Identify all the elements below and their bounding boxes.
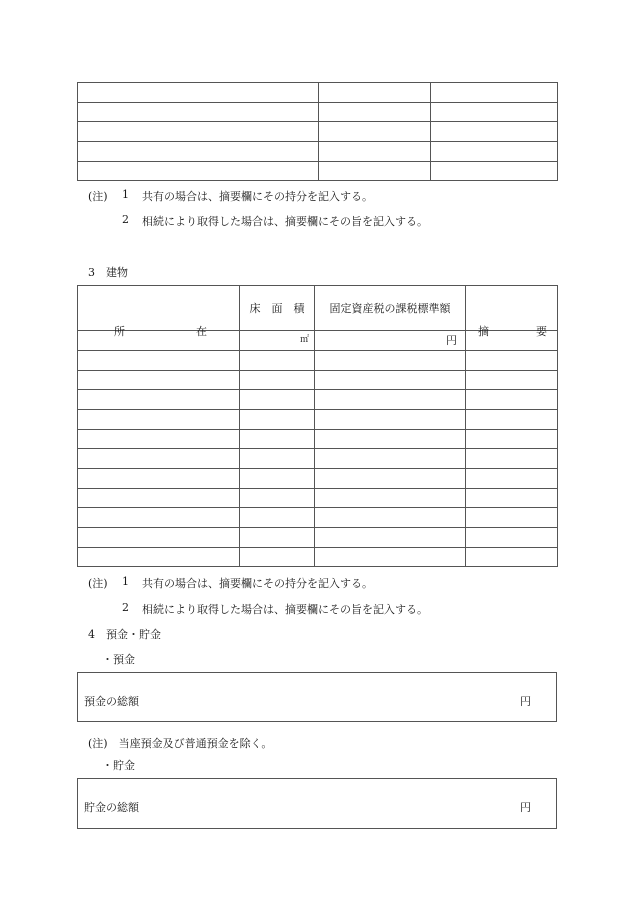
table-cell[interactable] [240, 371, 315, 390]
table-cell[interactable] [466, 430, 558, 449]
top-table [77, 82, 558, 181]
table-cell[interactable] [466, 371, 558, 390]
table-cell[interactable] [315, 548, 466, 567]
table-row [78, 469, 558, 489]
table-cell[interactable] [78, 103, 319, 122]
table-cell[interactable] [466, 548, 558, 567]
table-row [78, 103, 558, 122]
table-cell[interactable] [240, 469, 315, 489]
building-table [77, 285, 558, 567]
table-cell[interactable] [78, 83, 319, 103]
area-unit[interactable]: ㎡ [240, 331, 315, 351]
note-prefix: (注) [88, 190, 108, 203]
table-row [78, 83, 558, 103]
table-cell[interactable] [78, 371, 240, 390]
table-cell[interactable] [240, 449, 315, 469]
table-cell[interactable] [78, 508, 240, 528]
header-tax-base: 固定資産税の課税標準額 [315, 286, 466, 331]
table-cell[interactable] [315, 508, 466, 528]
table-cell[interactable] [466, 410, 558, 430]
table-cell[interactable] [240, 508, 315, 528]
table-cell[interactable] [315, 449, 466, 469]
table-cell[interactable] [315, 371, 466, 390]
note-number: 1 [122, 188, 129, 201]
table-cell[interactable] [315, 430, 466, 449]
table-row [78, 142, 558, 162]
table-cell[interactable] [78, 489, 240, 508]
table-cell[interactable] [78, 528, 240, 548]
note-number: 2 [122, 601, 129, 614]
header-remarks-b: 要 [536, 325, 547, 338]
note-text: 共有の場合は、摘要欄にその持分を記入する。 [142, 577, 373, 590]
header-location [78, 286, 240, 338]
table-cell[interactable] [319, 162, 431, 181]
table-cell[interactable] [431, 142, 558, 162]
table-row [78, 430, 558, 449]
table-row [78, 390, 558, 410]
savings-yen-unit: 円 [520, 801, 531, 814]
table-cell[interactable] [240, 351, 315, 371]
table-row [78, 122, 558, 142]
table-cell[interactable] [78, 122, 319, 142]
table-cell[interactable] [315, 390, 466, 410]
table-cell[interactable] [319, 122, 431, 142]
table-cell[interactable] [78, 430, 240, 449]
deposit-note: (注) 当座預金及び普通預金を除く。 [88, 737, 273, 750]
table-cell[interactable] [78, 469, 240, 489]
table-cell[interactable] [466, 351, 558, 371]
note-text: 共有の場合は、摘要欄にその持分を記入する。 [142, 190, 373, 203]
header-floor-area: 床 面 積 [240, 286, 315, 331]
table-row [78, 528, 558, 548]
deposit-total-label: 預金の総額 [84, 695, 139, 708]
table-row [78, 410, 558, 430]
header-location-b: 在 [196, 325, 207, 338]
header-remarks-a: 摘 [478, 325, 489, 338]
table-cell[interactable] [78, 390, 240, 410]
note-text: 相続により取得した場合は、摘要欄にその旨を記入する。 [142, 603, 428, 616]
table-header-row [78, 286, 558, 331]
deposit-yen-unit: 円 [520, 695, 531, 708]
table-row [78, 371, 558, 390]
table-cell[interactable] [319, 103, 431, 122]
table-cell[interactable] [78, 410, 240, 430]
table-cell[interactable] [78, 548, 240, 567]
yen-unit[interactable]: 円 [315, 331, 466, 351]
table-row [78, 508, 558, 528]
table-cell[interactable] [431, 83, 558, 103]
header-remarks [466, 286, 558, 338]
table-cell[interactable] [240, 390, 315, 410]
table-cell[interactable] [315, 469, 466, 489]
table-cell[interactable] [466, 528, 558, 548]
table-cell[interactable] [466, 390, 558, 410]
note-prefix: (注) [88, 577, 108, 590]
table-cell[interactable] [78, 331, 240, 351]
table-cell[interactable] [315, 528, 466, 548]
table-cell[interactable] [466, 469, 558, 489]
table-cell[interactable] [315, 351, 466, 371]
table-cell[interactable] [319, 142, 431, 162]
table-cell[interactable] [466, 489, 558, 508]
table-cell[interactable] [466, 449, 558, 469]
note-number: 2 [122, 213, 129, 226]
table-cell[interactable] [240, 430, 315, 449]
table-row [78, 351, 558, 371]
table-cell[interactable] [431, 162, 558, 181]
table-cell[interactable] [240, 548, 315, 567]
table-cell[interactable] [78, 449, 240, 469]
note-text: 相続により取得した場合は、摘要欄にその旨を記入する。 [142, 215, 428, 228]
table-cell[interactable] [240, 410, 315, 430]
table-cell[interactable] [319, 83, 431, 103]
deposit-total-box[interactable] [77, 672, 557, 722]
table-cell[interactable] [78, 142, 319, 162]
table-cell[interactable] [431, 122, 558, 142]
table-cell[interactable] [240, 489, 315, 508]
subheading-savings: ・貯金 [102, 759, 135, 772]
table-cell[interactable] [431, 103, 558, 122]
note-number: 1 [122, 575, 129, 588]
table-row [78, 548, 558, 567]
table-row [78, 449, 558, 469]
table-cell[interactable] [78, 351, 240, 371]
table-cell[interactable] [466, 508, 558, 528]
table-cell[interactable] [240, 528, 315, 548]
savings-total-box[interactable] [77, 778, 557, 829]
savings-total-label: 貯金の総額 [84, 801, 139, 814]
section-heading: 3 建物 [88, 266, 128, 279]
section-heading: 4 預金・貯金 [88, 628, 161, 641]
header-location-a: 所 [114, 325, 125, 338]
table-cell[interactable] [315, 410, 466, 430]
subheading-deposit: ・預金 [102, 653, 135, 666]
table-row [78, 489, 558, 508]
table-cell[interactable] [315, 489, 466, 508]
table-row [78, 162, 558, 181]
table-cell[interactable] [78, 162, 319, 181]
